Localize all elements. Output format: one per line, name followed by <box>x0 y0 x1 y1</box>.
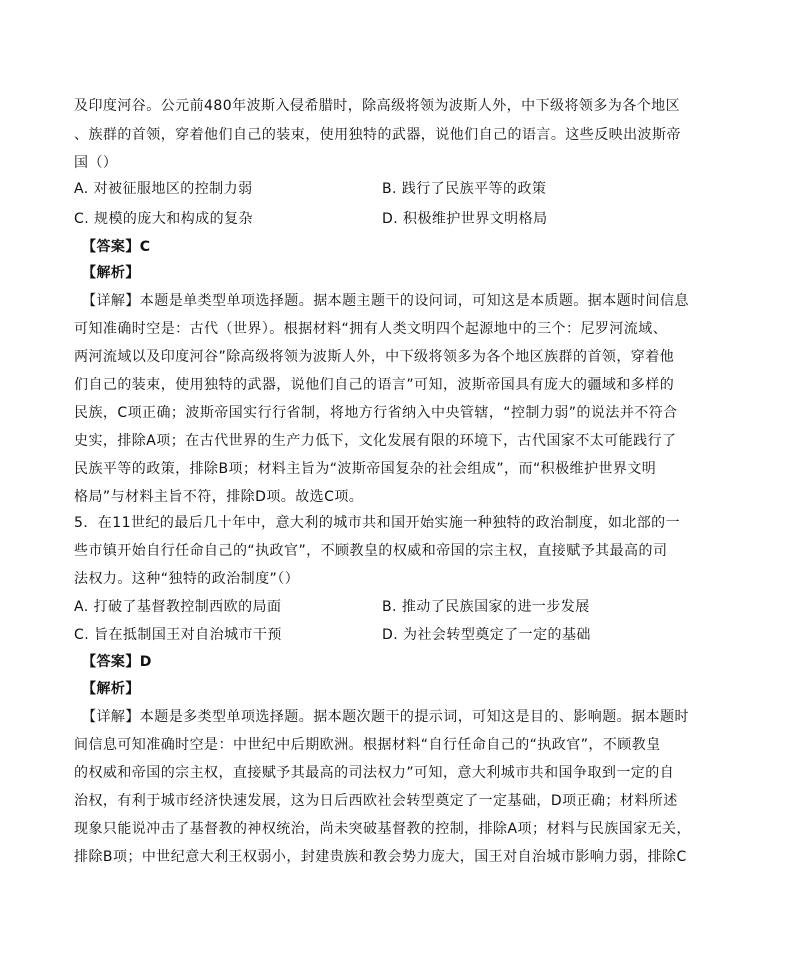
q4-stem-line: 国（） <box>74 155 118 171</box>
q4-answer: 【答案】C <box>82 239 151 255</box>
q5-answer: 【答案】D <box>82 654 152 670</box>
q4-detail-line: 民族平等的政策，排除B项；材料主旨为“波斯帝国复杂的社会组成”，而“积极维护世界文明 <box>74 461 657 477</box>
q5-option-c: C. 旨在抵制国王对自治城市干预 <box>74 627 282 643</box>
q5-stem-line: 法权力。这种“独特的政治制度”（） <box>74 571 300 587</box>
q5-detail-line: 【详解】本题是多类型单项选择题。据本题次题干的提示词，可知这是目的、影响题。据本题时 <box>82 709 689 725</box>
q4-detail-line: 可知准确时空是：古代（世界）。根据材料“拥有人类文明四个起源地中的三个：尼罗河流域、 <box>74 321 668 337</box>
q4-analysis-label: 【解析】 <box>82 265 140 281</box>
q4-detail-line: 格局”与材料主旨不符，排除D项。故选C项。 <box>74 489 364 505</box>
q4-option-d: D. 积极维护世界文明格局 <box>382 211 548 227</box>
q4-detail-line: 史实，排除A项；在古代世界的生产力低下，文化发展有限的环境下，古代国家不太可能践行了 <box>74 433 677 449</box>
q4-detail-line: 【详解】本题是单类型单项选择题。据本题主题干的设问词，可知这是本质题。据本题时间信息 <box>82 293 689 309</box>
q5-detail-line: 排除B项；中世纪意大利王权弱小，封建贵族和教会势力庞大，国王对自治城市影响力弱，排除C <box>74 849 687 865</box>
q5-detail-line: 治权，有利于城市经济快速发展，这为日后西欧社会转型奠定了一定基础，D项正确；材料所述 <box>74 793 678 809</box>
q5-detail-line: 间信息可知准确时空是：中世纪中后期欧洲。根据材料“自行任命自己的“执政官”，不顾教皇 <box>74 737 661 753</box>
q5-stem-line: 些市镇开始自行任命自己的“执政官”，不顾教皇的权威和帝国的宗主权，直接赋予其最高的司 <box>74 543 668 559</box>
q4-detail-line: 两河流域以及印度河谷”除高级将领为波斯人外，中下级将领多为各个地区族群的首领，穿着他 <box>74 349 675 365</box>
q5-detail-line: 的权威和帝国的宗主权，直接赋予其最高的司法权力”可知，意大利城市共和国争取到一定的自 <box>74 765 675 781</box>
q4-stem-line: 及印度河谷。公元前480年波斯入侵希腊时，除高级将领为波斯人外，中下级将领多为各个地区 <box>74 98 681 114</box>
q5-detail-line: 现象只能说冲击了基督教的神权统治，尚未突破基督教的控制，排除A项；材料与民族国家无关， <box>74 821 691 837</box>
q4-detail-line: 民族，C项正确；波斯帝国实行行省制，将地方行省纳入中央管辖，“控制力弱”的说法并不符合 <box>74 405 678 421</box>
q4-option-b: B. 践行了民族平等的政策 <box>382 181 547 197</box>
q4-stem-line: 、族群的首领，穿着他们自己的装束，使用独特的武器，说他们自己的语言。这些反映出波斯帝 <box>74 127 681 143</box>
q4-option-c: C. 规模的庞大和构成的复杂 <box>74 211 253 227</box>
q5-analysis-label: 【解析】 <box>82 681 140 697</box>
q4-option-a: A. 对被征服地区的控制力弱 <box>74 181 253 197</box>
q5-stem-line: 5．在11世纪的最后几十年中，意大利的城市共和国开始实施一种独特的政治制度，如北部的一 <box>74 515 681 531</box>
q5-option-a: A. 打破了基督教控制西欧的局面 <box>74 599 282 615</box>
q5-option-d: D. 为社会转型奠定了一定的基础 <box>382 627 591 643</box>
q4-detail-line: 们自己的装束，使用独特的武器，说他们自己的语言”可知，波斯帝国具有庞大的疆域和多样的 <box>74 377 675 393</box>
q5-option-b: B. 推动了民族国家的进一步发展 <box>382 599 590 615</box>
